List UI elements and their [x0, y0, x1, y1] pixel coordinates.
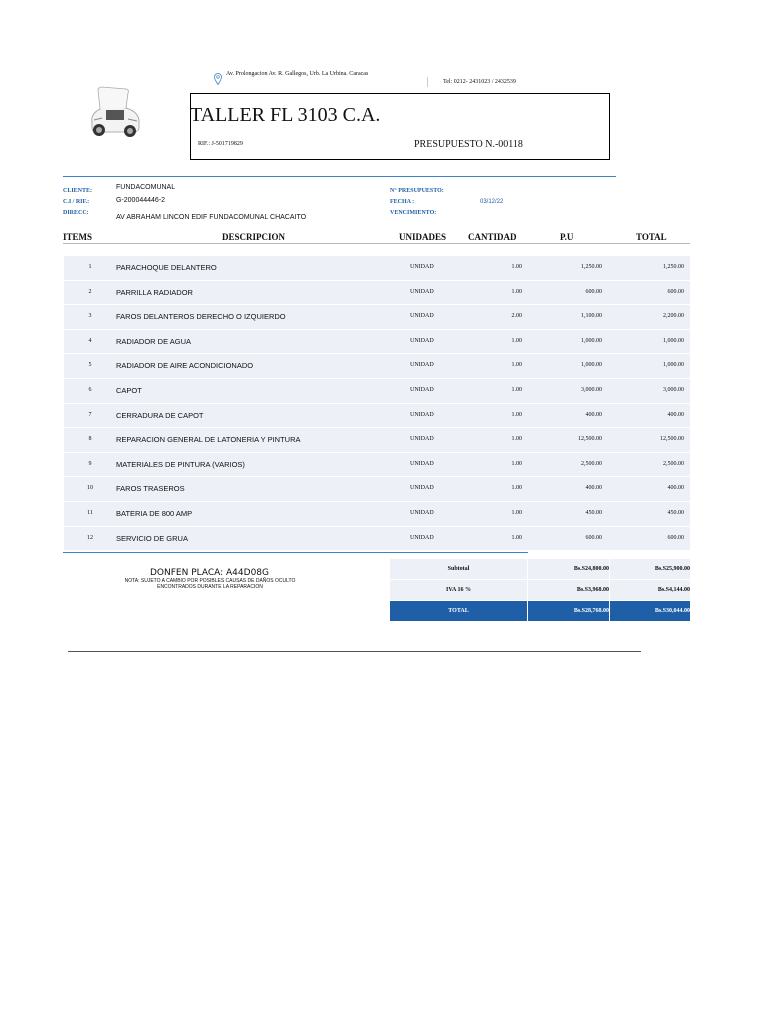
header-cantidad: CANTIDAD [468, 232, 517, 242]
row-item: 11 [87, 509, 93, 516]
row-total: 400.00 [667, 411, 684, 418]
row-quantity: 1.00 [511, 411, 522, 418]
row-unit-price: 400.00 [585, 485, 602, 492]
table-row [64, 404, 690, 429]
row-unit-price: 450.00 [585, 509, 602, 516]
row-total: 3,000.00 [663, 386, 684, 393]
direccion-label: DIRECC: [63, 210, 89, 216]
row-unit: UNIDAD [410, 534, 434, 541]
table-row [64, 379, 690, 404]
header-pu: P.U [560, 232, 574, 242]
row-total: 1,000.00 [663, 337, 684, 344]
row-quantity: 1.00 [511, 460, 522, 467]
row-description: RADIADOR DE AIRE ACONDICIONADO [116, 361, 254, 371]
row-total: 600.00 [667, 288, 684, 295]
row-unit-price: 1,000.00 [581, 362, 602, 369]
fecha-value: 03/12/22 [480, 199, 504, 205]
table-row [64, 428, 690, 453]
row-unit: UNIDAD [410, 411, 434, 418]
table-row [64, 502, 690, 527]
row-description: BATERIA DE 800 AMP [116, 508, 193, 518]
row-unit-price: 12,500.00 [578, 436, 602, 443]
budget-number: PRESUPUESTO N.-00118 [414, 139, 523, 150]
row-quantity: 1.00 [511, 386, 522, 393]
row-total: 12,500.00 [660, 436, 684, 443]
total-pu-cell [528, 601, 609, 621]
row-item: 3 [88, 313, 92, 320]
header-underline [63, 243, 690, 244]
row-unit-price: 1,000.00 [581, 337, 602, 344]
row-unit: UNIDAD [410, 337, 434, 344]
header-unidades: UNIDADES [399, 232, 447, 242]
row-item: 10 [87, 485, 93, 492]
row-description: PARACHOQUE DELANTERO [116, 263, 217, 272]
row-description: CAPOT [116, 385, 142, 395]
row-description: FAROS DELANTEROS DERECHO O IZQUIERDO [116, 312, 286, 322]
row-total: 600.00 [667, 534, 684, 541]
row-unit-price: 3,000.00 [581, 386, 602, 393]
fecha-label: FECHA : [390, 199, 415, 205]
row-unit: UNIDAD [410, 264, 434, 270]
total-label-cell [390, 601, 527, 621]
subtotal-total-cell [610, 559, 690, 579]
row-quantity: 1.00 [511, 337, 522, 344]
row-item: 5 [88, 362, 92, 369]
vencimiento-label: VENCIMIENTO: [390, 210, 437, 216]
table-row [64, 477, 690, 502]
company-rif: RIF.: J-501719829 [198, 141, 243, 147]
row-description: FAROS TRASEROS [116, 484, 185, 494]
table-row [64, 281, 690, 306]
row-quantity: 1.00 [511, 288, 522, 295]
cliente-value: FUNDACOMUNAL [116, 184, 176, 191]
row-description: REPARACION GENERAL DE LATONERIA Y PINTURA [116, 435, 301, 445]
row-description: RADIADOR DE AGUA [116, 336, 192, 346]
row-unit-price: 1,250.00 [581, 264, 602, 270]
row-item: 9 [88, 460, 92, 467]
row-unit: UNIDAD [410, 288, 434, 295]
company-name: TALLER FL 3103 C.A. [190, 104, 381, 126]
ci-label: C.I / RIF.: [63, 199, 90, 205]
iva-pu-cell [528, 580, 609, 600]
row-quantity: 1.00 [511, 509, 522, 516]
total-total: Bs.S30,044.00 [654, 608, 690, 614]
row-quantity: 1.00 [511, 264, 522, 270]
row-unit: UNIDAD [410, 386, 434, 393]
iva-label-cell [390, 580, 527, 600]
location-pin-icon [214, 73, 222, 85]
row-unit: UNIDAD [410, 460, 434, 467]
row-unit-price: 400.00 [585, 411, 602, 418]
disclaimer-note: NOTA: SUJETO A CAMBIO POR POSIBLES CAUSAS DE DAÑOS OCULTO ENCONTRADOS DURANTE LA REPARACION [124, 578, 296, 590]
row-unit: UNIDAD [410, 362, 434, 369]
row-quantity: 1.00 [511, 534, 522, 541]
row-unit: UNIDAD [410, 509, 434, 516]
row-quantity: 1.00 [511, 362, 522, 369]
company-address: Av. Prolongacion Av. R. Gallegos, Urb. La Urbina. Caracas [226, 71, 369, 77]
car-logo-image [86, 82, 144, 144]
table-row [64, 330, 690, 355]
subtotal-label: Subtotal [447, 566, 470, 572]
row-item: 4 [88, 337, 92, 344]
header-total: TOTAL [636, 232, 667, 242]
header-items: ITEMS [63, 232, 93, 242]
row-quantity: 1.00 [511, 485, 522, 492]
ci-value: G-200044446-2 [116, 197, 166, 204]
row-item: 12 [87, 534, 93, 541]
row-item: 1 [88, 264, 92, 270]
header-divider-line [63, 176, 616, 177]
row-item: 2 [88, 288, 92, 295]
row-quantity: 2.00 [511, 313, 522, 320]
iva-total-cell [610, 580, 690, 600]
row-unit-price: 600.00 [585, 288, 602, 295]
row-total: 2,500.00 [663, 460, 684, 467]
row-unit: UNIDAD [410, 313, 434, 320]
row-unit-price: 600.00 [585, 534, 602, 541]
company-phone: Tel: 0212- 2431023 / 2432539 [443, 79, 516, 85]
row-unit-price: 2,500.00 [581, 460, 602, 467]
subtotal-label-cell [390, 559, 527, 579]
row-item: 6 [88, 386, 92, 393]
total-pu: Bs.S28,768.00 [573, 608, 609, 614]
row-item: 7 [88, 411, 92, 418]
row-quantity: 1.00 [511, 436, 522, 443]
items-table [64, 256, 690, 551]
row-total: 400.00 [667, 485, 684, 492]
iva-label: IVA 16 % [446, 587, 471, 593]
subtotal-pu: Bs.S24,800.00 [573, 566, 609, 572]
header-descripcion: DESCRIPCION [222, 232, 286, 242]
total-total-cell [610, 601, 690, 621]
row-item: 8 [88, 436, 92, 443]
footer-line [68, 651, 641, 652]
vehicle-plate: DONFEN PLACA: A44D08G [150, 568, 269, 578]
row-total: 1,000.00 [663, 362, 684, 369]
row-description: SERVICIO DE GRUA [116, 533, 188, 543]
direccion-value: AV ABRAHAM LINCON EDIF FUNDACOMUNAL CHACAITO [116, 214, 307, 221]
row-total: 2,200.00 [663, 313, 684, 320]
table-row [64, 256, 690, 281]
header-divider [427, 77, 428, 87]
row-total: 1,250.00 [663, 264, 684, 270]
subtotal-pu-cell [528, 559, 609, 579]
row-unit: UNIDAD [410, 485, 434, 492]
row-total: 450.00 [667, 509, 684, 516]
npresupuesto-label: N° PRESUPUESTO: [390, 188, 444, 194]
table-bottom-line [63, 552, 528, 553]
row-description: PARRILLA RADIADOR [116, 287, 193, 297]
row-description: MATERIALES DE PINTURA (VARIOS) [116, 459, 245, 469]
table-row [64, 305, 690, 330]
table-row [64, 527, 690, 552]
row-description: CERRADURA DE CAPOT [116, 410, 204, 420]
cliente-label: CLIENTE: [63, 188, 93, 194]
table-row [64, 354, 690, 379]
table-row [64, 453, 690, 478]
iva-total: Bs.S4,144.00 [657, 587, 690, 593]
row-unit: UNIDAD [410, 436, 434, 443]
row-unit-price: 1,100.00 [581, 313, 602, 320]
subtotal-total: Bs.S25,900.00 [654, 566, 690, 572]
iva-pu: Bs.S3,968.00 [576, 587, 609, 593]
total-label: TOTAL [448, 608, 469, 614]
